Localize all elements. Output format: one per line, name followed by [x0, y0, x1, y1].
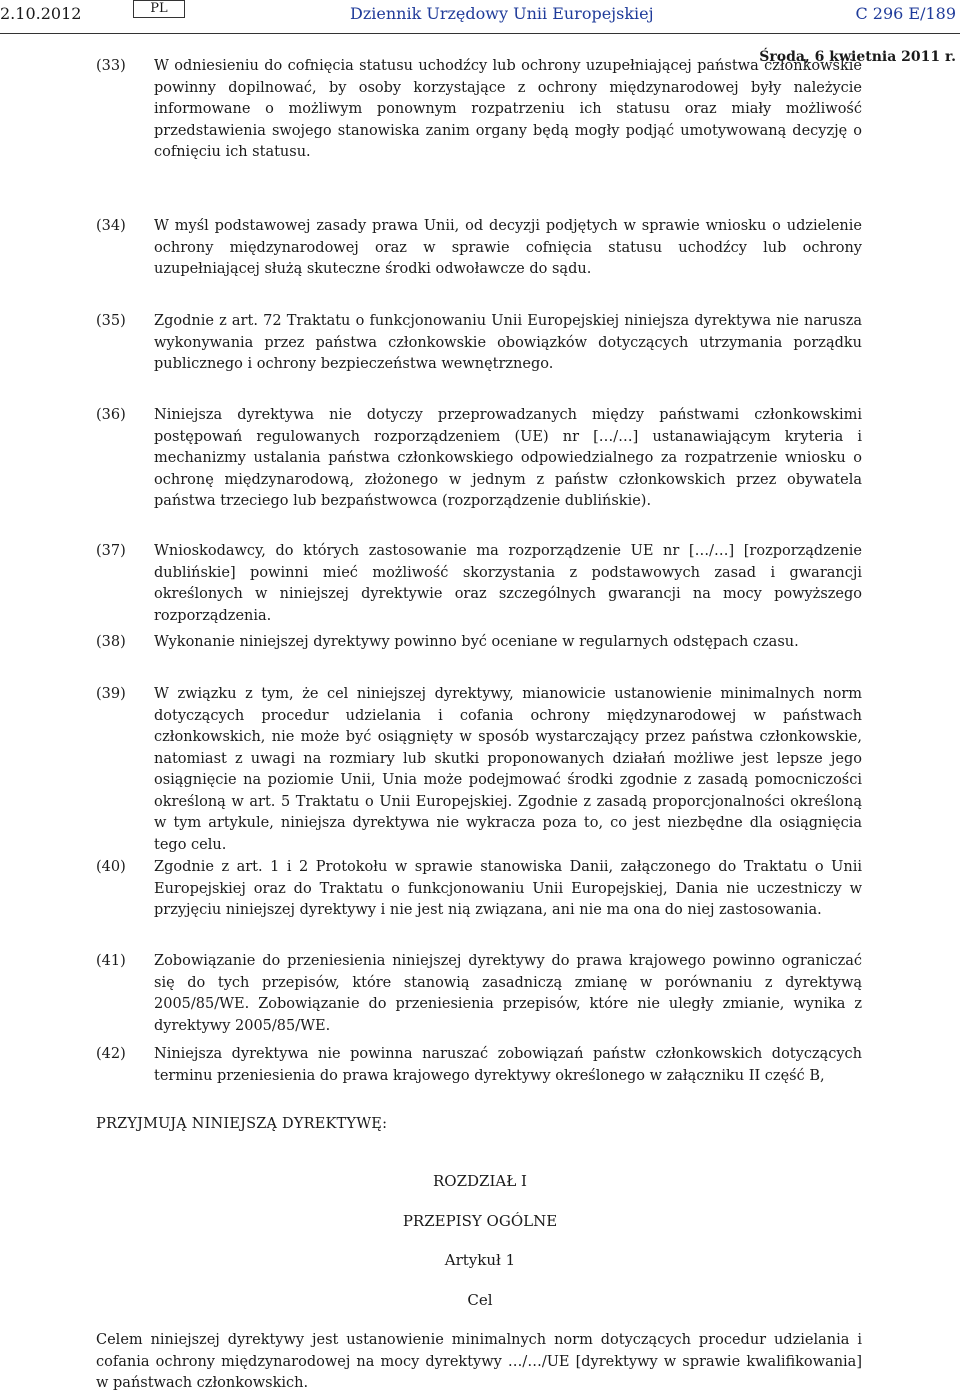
- adoption-formula: PRZYJMUJĄ NINIEJSZĄ DYREKTYWĘ:: [96, 1116, 388, 1132]
- chapter-title: PRZEPISY OGÓLNE: [402, 1212, 558, 1230]
- article-heading: Artykuł 1: [444, 1251, 516, 1269]
- recital-text: Niniejsza dyrektywa nie dotyczy przeprowadzanych między państwami członkowskimi postępowań regulowanych rozporządzeniem (UE) nr […/…] ustanawiającym kryteria i mechanizmy ustalania państwa członkowskiego odpowiedzialnego za rozpatrzenie wniosku o ochronę międzynarodową, złożonego w jednym z państw członkowskich przez obywatela państwa trzeciego lub bezpaństwowca (rozporządzenie dublińskie).: [154, 407, 862, 509]
- recital-37: [96, 541, 862, 627]
- recital-number: (42): [96, 1046, 126, 1062]
- recital-text: Zgodnie z art. 1 i 2 Protokołu w sprawie stanowiska Danii, załączonego do Traktatu o Unii Europejskiej oraz do Traktatu o funkcjonowaniu Unii Europejskiej, Dania nie uczestniczy w przyjęciu niniejszej dyrektywy i nie jest nią związana, ani nie ma ona do niej zastosowania.: [154, 859, 862, 918]
- recital-text: Niniejsza dyrektywa nie powinna naruszać zobowiązań państw członkowskich dotyczących terminu przeniesienia do prawa krajowego dyrektywy określonego w załączniku II część B,: [154, 1046, 862, 1084]
- journal-reference: C 296 E/189: [855, 4, 956, 23]
- publication-date: 2.10.2012: [0, 4, 82, 23]
- recital-number: (33): [96, 58, 126, 74]
- recital-number: (40): [96, 859, 126, 875]
- recital-42: [96, 1044, 862, 1087]
- recital-33: [96, 56, 862, 164]
- journal-header: [0, 0, 960, 34]
- recital-text: Wykonanie niniejszej dyrektywy powinno być oceniane w regularnych odstępach czasu.: [154, 634, 799, 650]
- recital-text: Zobowiązanie do przeniesienia niniejszej dyrektywy do prawa krajowego powinno ograniczać się do tych przepisów, które stanowią zasadniczą zmianę w porównaniu z dyrektywą 2005/85/WE. Zobowiązanie do przeniesienia przepisów, które nie uległy zmianie, wynika z dyrektywy 2005/85/WE.: [154, 953, 862, 1034]
- recital-number: (39): [96, 686, 126, 702]
- recital-34: [96, 216, 862, 281]
- recital-number: (35): [96, 313, 126, 329]
- recital-number: (34): [96, 218, 126, 234]
- article-title: Cel: [467, 1291, 493, 1309]
- recital-text: W myśl podstawowej zasady prawa Unii, od decyzji podjętych w sprawie wniosku o udzielenie ochrony międzynarodowej oraz w sprawie cofnięcia statusu uchodźcy lub ochrony uzupełniającej służą skuteczne środki odwoławcze do sądu.: [154, 218, 862, 277]
- recital-text: Wnioskodawcy, do których zastosowanie ma rozporządzenie UE nr […/…] [rozporządzenie dublińskie] powinni mieć możliwość skorzystania z podstawowych zasad i gwarancji określonych w niniejszej dyrektywie oraz szczególnych gwarancji na mocy powyższego rozporządzenia.: [154, 543, 862, 624]
- recital-35: [96, 311, 862, 376]
- recital-38: [96, 632, 862, 654]
- recital-text: W związku z tym, że cel niniejszej dyrektywy, mianowicie ustanowienie minimalnych norm dotyczących procedur udzielania i cofania ochrony międzynarodowej w państwach członkowskich, nie może być osiągnięty w sposób wystarczający przez państwa członkowskie, natomiast z uwagi na rozmiary lub skutki proponowanych działań możliwe jest lepsze jego osiągnięcie na poziomie Unii, Unia może podejmować środki zgodnie z zasadą pomocniczości określoną w art. 5 Traktatu o Unii Europejskiej. Zgodnie z zasadą proporcjonalności określoną w tym artykule, niniejsza dyrektywa nie wykracza poza to, co jest niezbędne dla osiągnięcia tego celu.: [154, 686, 862, 853]
- recital-text: W odniesieniu do cofnięcia statusu uchodźcy lub ochrony uzupełniającej państwa członkowskie powinny dopilnować, by osoby korzystające z ochrony międzynarodowej były należycie informowane o możliwym ponownym rozpatrzeniu ich statusu oraz miały możliwość przedstawienia swojego stanowiska zanim organy będą mogły podjąć umotywowaną decyzję o cofnięciu ich statusu.: [154, 58, 862, 160]
- language-badge: PL: [133, 0, 185, 18]
- recital-39: [96, 684, 862, 856]
- article-body: Celem niniejszej dyrektywy jest ustanowienie minimalnych norm dotyczących procedur udzielania i cofania ochrony międzynarodowej na mocy dyrektywy …/…/UE [dyrektywy w sprawie kwalifikowania] w państwach członkowskich.: [96, 1332, 862, 1391]
- journal-title: Dziennik Urzędowy Unii Europejskiej: [350, 4, 654, 23]
- recital-text: Zgodnie z art. 72 Traktatu o funkcjonowaniu Unii Europejskiej niniejsza dyrektywa nie narusza wykonywania przez państwa członkowskie obowiązków dotyczących utrzymania porządku publicznego i ochrony bezpieczeństwa wewnętrznego.: [154, 313, 862, 372]
- chapter-heading: ROZDZIAŁ I: [433, 1172, 527, 1190]
- recital-number: (36): [96, 407, 126, 423]
- header-divider: [0, 33, 960, 34]
- recital-number: (37): [96, 543, 126, 559]
- recital-40: [96, 857, 862, 922]
- recital-41: [96, 951, 862, 1037]
- recital-number: (41): [96, 953, 126, 969]
- session-date: Środa, 6 kwietnia 2011 r.: [759, 49, 956, 65]
- recital-number: (38): [96, 634, 126, 650]
- recital-36: [96, 405, 862, 513]
